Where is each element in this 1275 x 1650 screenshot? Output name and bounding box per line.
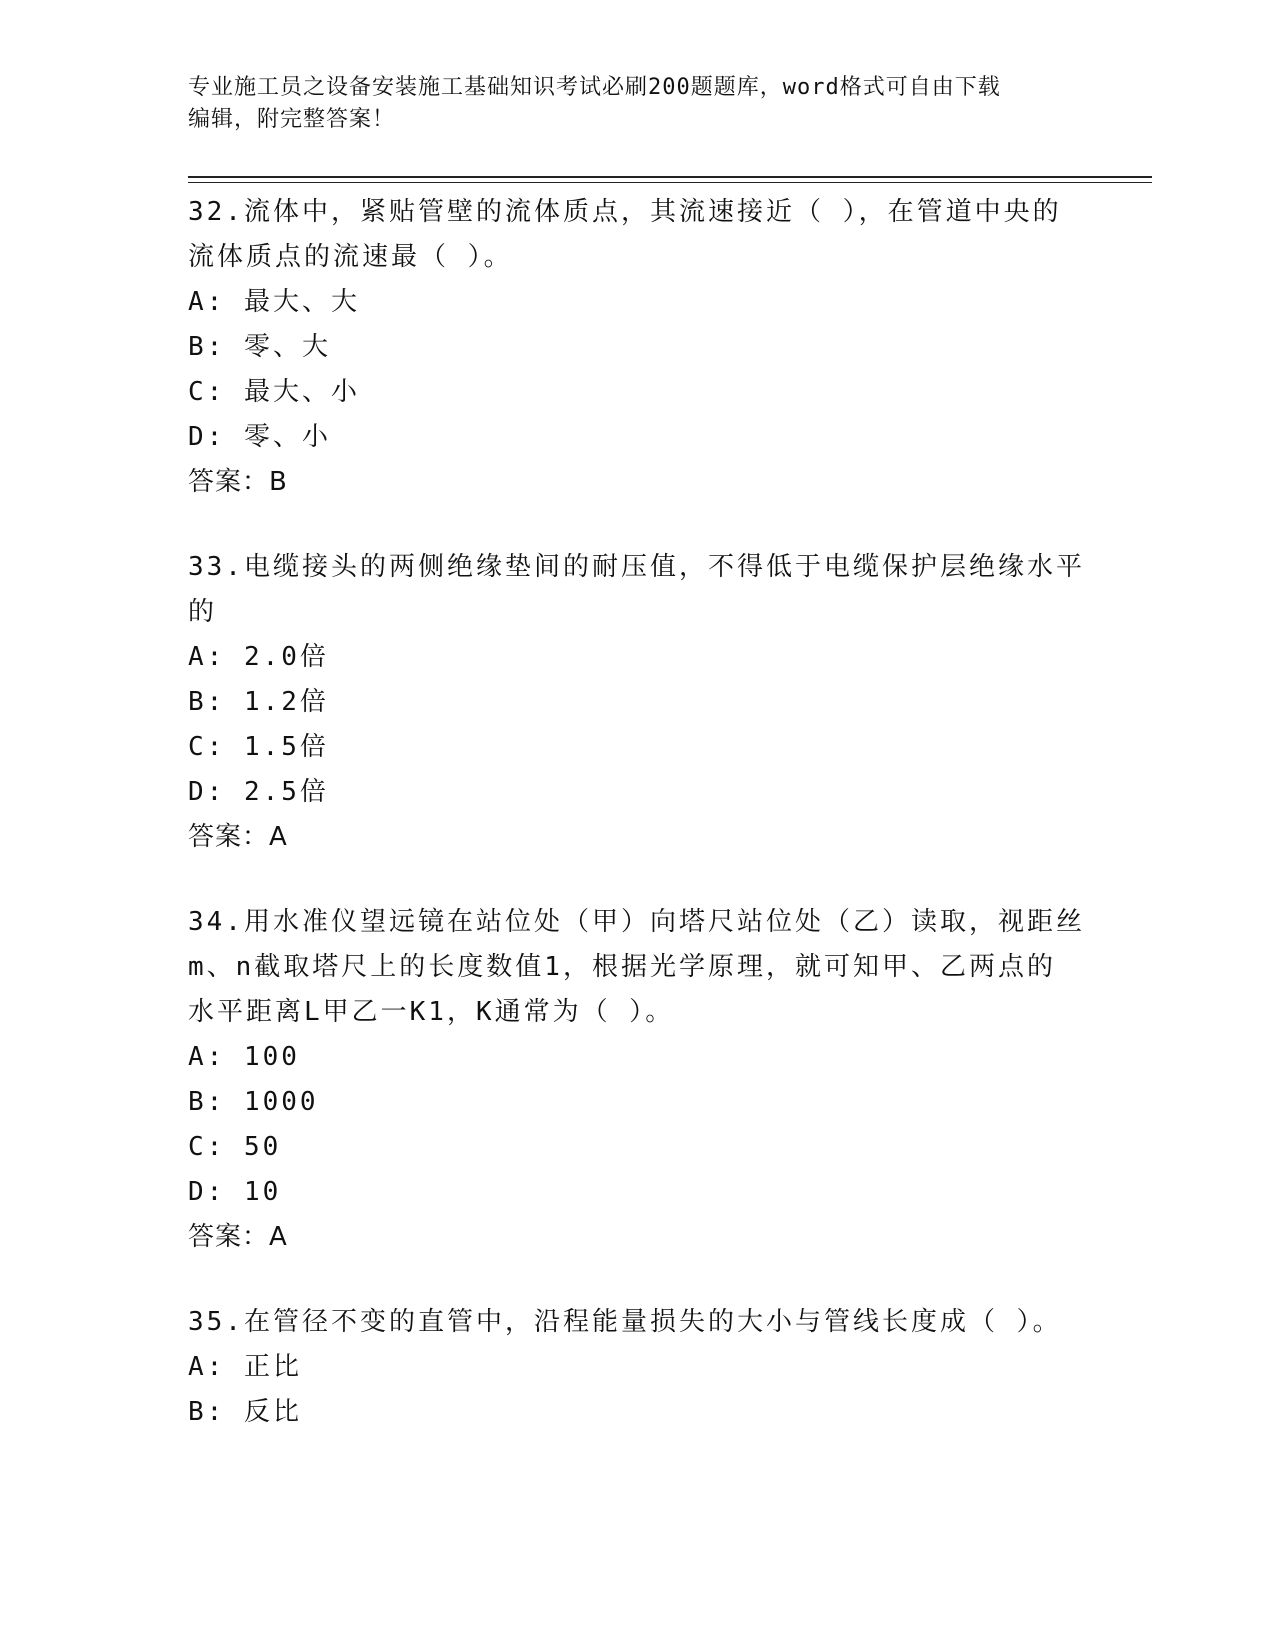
option-c: C: 最大、小 (188, 377, 360, 407)
answer-text: 答案：A (188, 822, 288, 852)
header-line-1: 专业施工员之设备安装施工基础知识考试必刷200题题库，word格式可自由下载 (188, 75, 1001, 100)
question-32 (188, 190, 1088, 505)
option-d: D: 2.5倍 (188, 777, 329, 807)
option-a: A: 100 (188, 1042, 300, 1072)
answer-text: 答案：B (188, 467, 288, 497)
question-list (188, 190, 1088, 1475)
question-stem: 33.电缆接头的两侧绝缘垫间的耐压值，不得低于电缆保护层绝缘水平 的 (188, 552, 1085, 627)
header-line-2: 编辑，附完整答案！ (188, 107, 396, 132)
option-b: B: 反比 (188, 1397, 302, 1427)
option-b: B: 1.2倍 (188, 687, 329, 717)
question-34 (188, 900, 1088, 1260)
option-a: A: 2.0倍 (188, 642, 329, 672)
option-a: A: 正比 (188, 1352, 302, 1382)
option-c: C: 1.5倍 (188, 732, 329, 762)
question-stem: 34.用水准仪望远镜在站位处（甲）向塔尺站位处（乙）读取，视距丝 m、n截取塔尺上的长度数值1，根据光学原理，就可知甲、乙两点的 水平距离L甲乙一K1，K通常为（ ）。 (188, 907, 1085, 1027)
question-35 (188, 1300, 1088, 1435)
option-b: B: 1000 (188, 1087, 319, 1117)
question-stem: 32.流体中，紧贴管壁的流体质点，其流速接近（ ），在管道中央的 流体质点的流速最（ ）。 (188, 197, 1062, 272)
question-33 (188, 545, 1088, 860)
document-header (188, 72, 1068, 136)
option-b: B: 零、大 (188, 332, 331, 362)
option-a: A: 最大、大 (188, 287, 360, 317)
header-divider (188, 176, 1152, 183)
question-stem: 35.在管径不变的直管中，沿程能量损失的大小与管线长度成（ ）。 (188, 1307, 1062, 1337)
option-c: C: 50 (188, 1132, 282, 1162)
answer-text: 答案：A (188, 1222, 288, 1252)
option-d: D: 零、小 (188, 422, 331, 452)
option-d: D: 10 (188, 1177, 282, 1207)
